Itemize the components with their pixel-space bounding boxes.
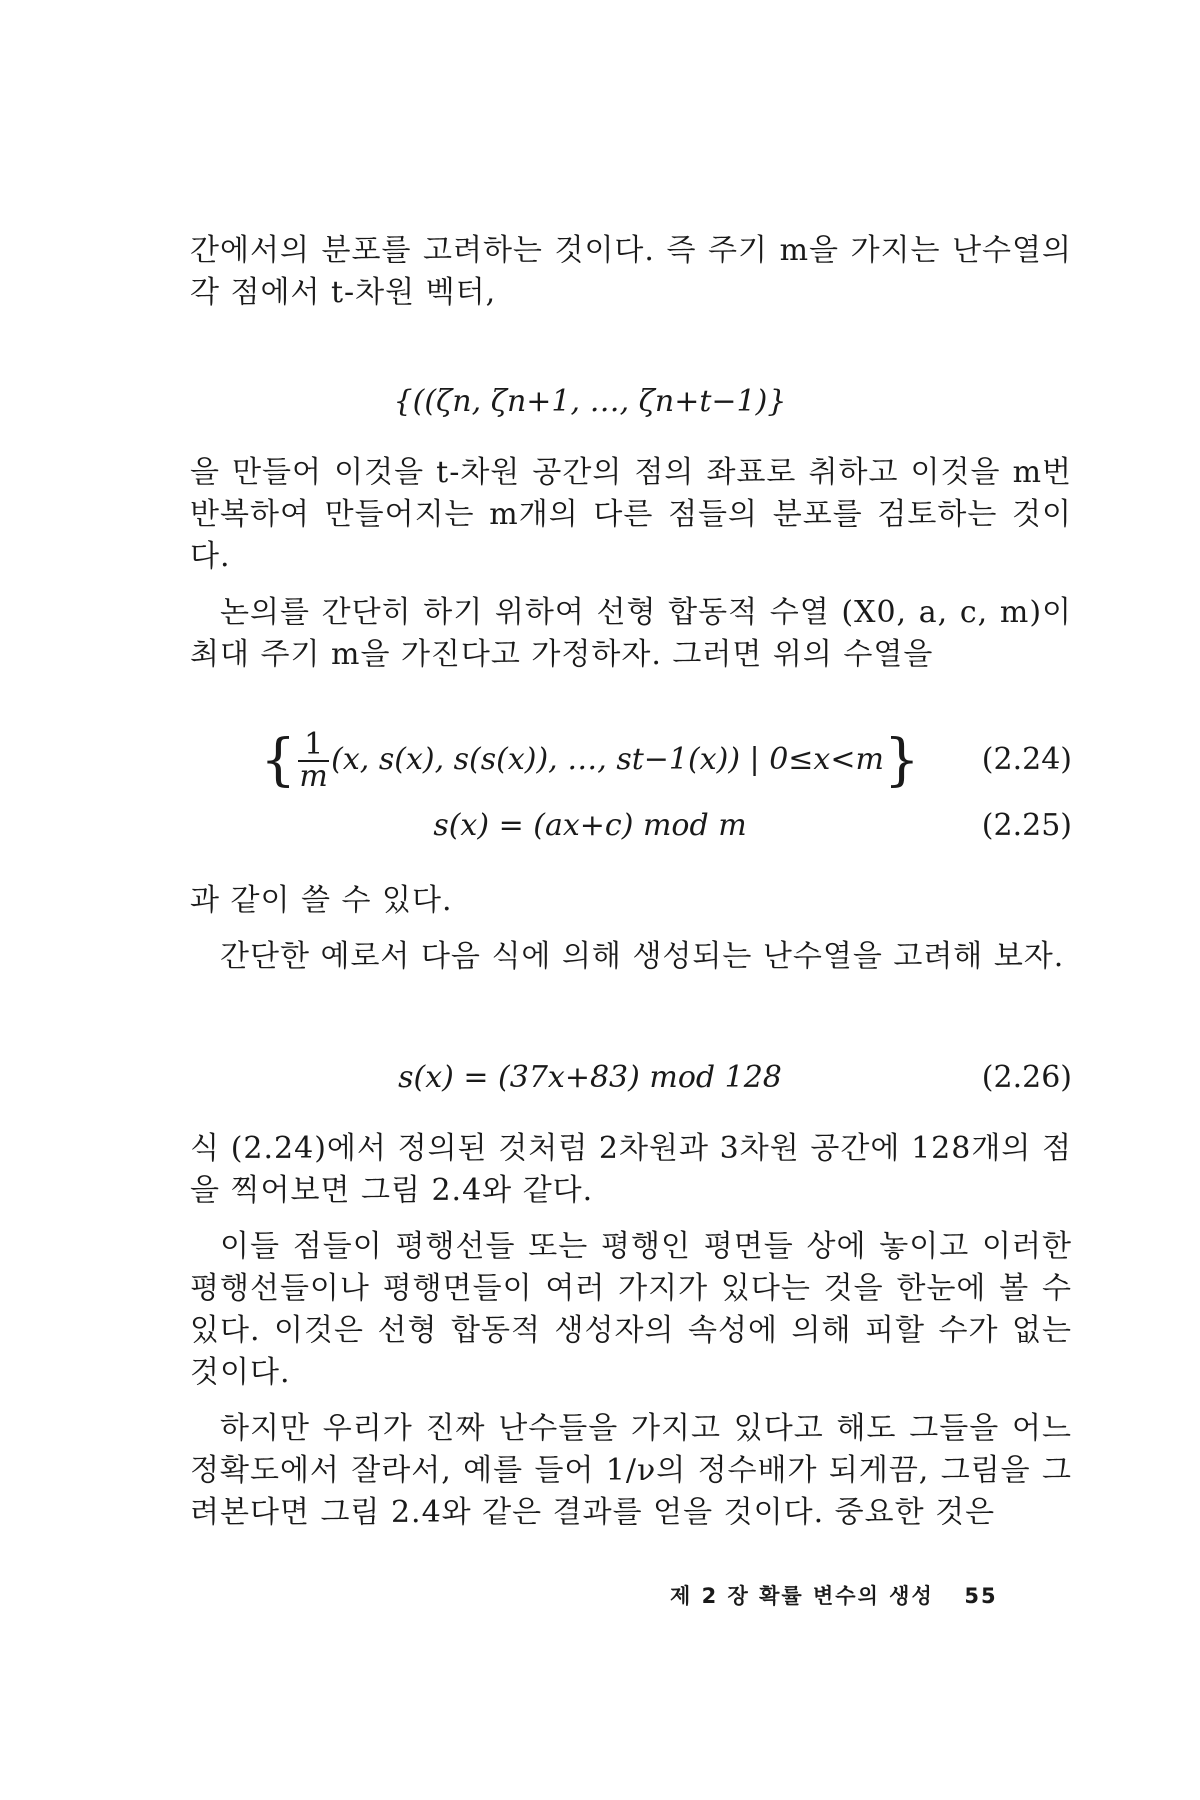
- equation-2-24-expression: (x, s(x), s(s(x)), …, st−1(x)) | 0≤x<m: [331, 742, 884, 777]
- fraction-denominator: m: [299, 759, 328, 794]
- equation-number-2-26: (2.26): [981, 1060, 1072, 1095]
- equation-2-25: [190, 796, 1072, 856]
- paragraph-4: 과 같이 쓸 수 있다.: [190, 883, 453, 918]
- text-block-top: [190, 230, 1072, 314]
- equation-2-26: [190, 1048, 1072, 1108]
- text-block-middle: [190, 452, 1072, 676]
- equation-2-24-body: [190, 727, 990, 794]
- equation-number-2-25: (2.25): [981, 808, 1072, 843]
- paragraph-1: 간에서의 분포를 고려하는 것이다. 즉 주기 m을 가지는 난수열의 각 점에서 t-차원 벡터,: [190, 233, 1072, 310]
- paragraph-7: 이들 점들이 평행선들 또는 평행인 평면들 상에 놓이고 이러한 평행선들이나 평행면들이 여러 가지가 있다는 것을 한눈에 볼 수 있다. 이것은 선형 합동적 생성자의 속성에 의해 피할 수가 없는 것이다.: [190, 1229, 1072, 1390]
- text-block-bottom: [190, 1128, 1072, 1534]
- equation-2-25-body: s(x) = (ax+c) mod m: [433, 808, 747, 843]
- right-brace: }: [883, 728, 920, 793]
- equation-2-24: [190, 727, 1072, 794]
- page-footer: [670, 1580, 1070, 1610]
- equation-vector: [190, 372, 1072, 432]
- paragraph-8: 하지만 우리가 진짜 난수들을 가지고 있다고 해도 그들을 어느 정확도에서 잘라서, 예를 들어 1/ν의 정수배가 되게끔, 그림을 그려본다면 그림 2.4와 같은 결과를 얻을 것이다. 중요한 것은: [190, 1411, 1072, 1530]
- paragraph-3: 논의를 간단히 하기 위하여 선형 합동적 수열 (X0, a, c, m)이 최대 주기 m을 가진다고 가정하자. 그러면 위의 수열을: [190, 595, 1072, 672]
- left-brace: {: [260, 728, 297, 793]
- equation-vector-body: {((ζn, ζn+1, …, ζn+t−1)}: [393, 384, 787, 419]
- fraction-numerator: 1: [298, 730, 329, 762]
- paragraph-6: 식 (2.24)에서 정의된 것처럼 2차원과 3차원 공간에 128개의 점을 찍어보면 그림 2.4와 같다.: [190, 1131, 1072, 1208]
- equation-2-26-body: s(x) = (37x+83) mod 128: [398, 1060, 782, 1095]
- page-number: 55: [964, 1584, 998, 1608]
- fraction: [298, 727, 329, 794]
- text-block-after-eq: [190, 880, 1072, 978]
- footer-chapter: 제 2 장 확률 변수의 생성: [670, 1584, 934, 1608]
- equation-number-2-24: (2.24): [981, 742, 1072, 777]
- paragraph-5: 간단한 예로서 다음 식에 의해 생성되는 난수열을 고려해 보자.: [220, 939, 1065, 974]
- paragraph-2: 을 만들어 이것을 t-차원 공간의 점의 좌표로 취하고 이것을 m번 반복하여 만들어지는 m개의 다른 점들의 분포를 검토하는 것이다.: [190, 455, 1072, 574]
